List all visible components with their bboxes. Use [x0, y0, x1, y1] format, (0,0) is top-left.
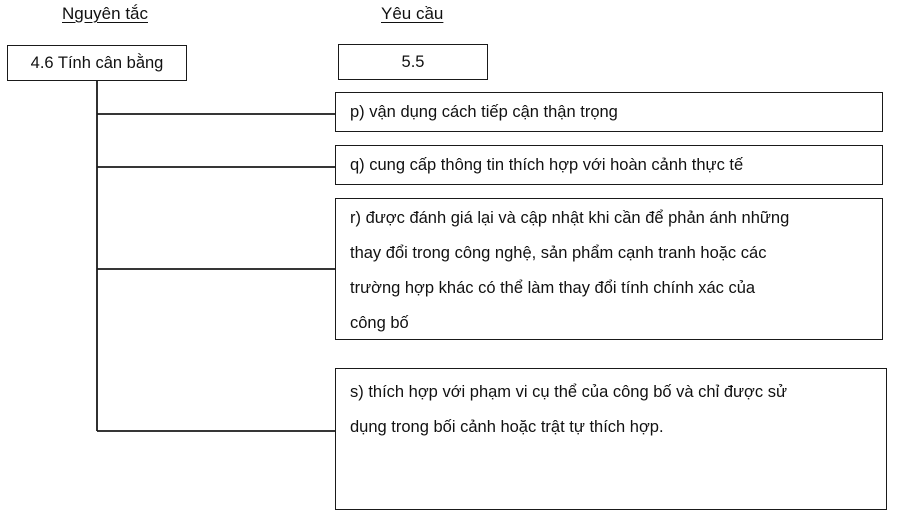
requirement-item-s [335, 368, 887, 510]
item-r-line-1: r) được đánh giá lại và cập nhật khi cần để phản ánh những [350, 209, 790, 227]
requirement-header: Yêu cầu [381, 4, 444, 23]
principle-header: Nguyên tắc [62, 4, 148, 23]
requirement-item-r [335, 198, 883, 340]
item-s-line-2: dụng trong bối cảnh hoặc trật tự thích hợp. [350, 418, 664, 436]
principle-label: 4.6 Tính cân bằng [30, 53, 164, 72]
requirement-box [338, 44, 488, 80]
requirement-label: 5.5 [401, 52, 425, 71]
requirement-item-p [335, 92, 883, 132]
item-s-line-1: s) thích hợp với phạm vi cụ thể của công bố và chỉ được sử [350, 383, 788, 401]
principle-box [7, 45, 187, 81]
item-r-line-3: trường hợp khác có thể làm thay đổi tính chính xác của [350, 279, 756, 297]
item-r-line-4: công bố [350, 314, 409, 332]
item-r-line-2: thay đổi trong công nghệ, sản phẩm cạnh tranh hoặc các [350, 244, 767, 262]
item-q-text: q) cung cấp thông tin thích hợp với hoàn cảnh thực tế [350, 156, 744, 174]
requirement-item-q [335, 145, 883, 185]
item-p-text: p) vận dụng cách tiếp cận thận trọng [350, 103, 618, 121]
